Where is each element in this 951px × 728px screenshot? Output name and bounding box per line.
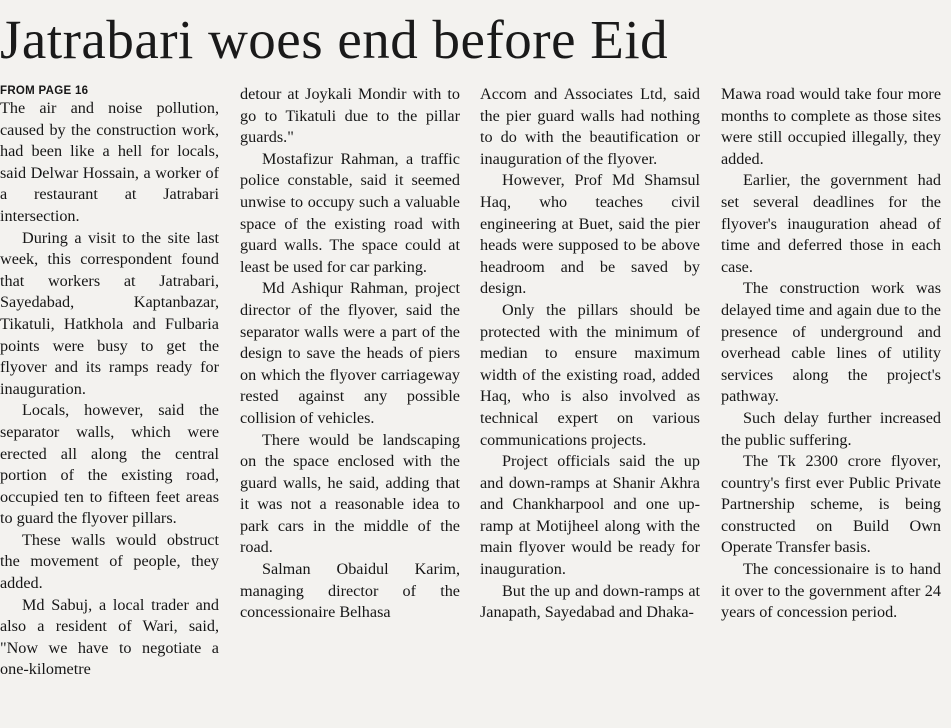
paragraph: The Tk 2300 crore flyover, country's first ever Public Private Partnership scheme, is being constructed on Build Own Operate Transfer basis. xyxy=(721,452,941,557)
paragraph: The construction work was delayed time and again due to the presence of underground and overhead cable lines of utility services along the project's pathway. xyxy=(721,279,941,406)
article-column-2 xyxy=(240,84,460,728)
paragraph: The concessionaire is to hand it over to the government after 24 years of concession period. xyxy=(721,560,941,622)
paragraph: Project officials said the up and down-ramps at Shanir Akhra and Chankharpool and one up-ramp at Motijheel along with the main flyover would be ready for inauguration. xyxy=(480,452,700,579)
continuation-kicker: FROM PAGE 16 xyxy=(0,85,89,97)
headline: Jatrabari woes end before Eid xyxy=(0,9,669,70)
paragraph: Mostafizur Rahman, a traffic police constable, said it seemed unwise to occupy such a valuable space of the existing road with guard walls. The space could at least be used for car parking. xyxy=(240,149,460,276)
paragraph: These walls would obstruct the movement of people, they added. xyxy=(0,530,219,593)
paragraph: During a visit to the site last week, this correspondent found that workers at Jatrabari, Sayedabad, Kaptanbazar, Tikatuli, Hatkhola and Fulbaria points were busy to get the flyover and its ramps ready for inauguration. xyxy=(0,228,219,398)
paragraph: However, Prof Md Shamsul Haq, who teaches civil engineering at Buet, said the pier heads were supposed to be above headroom and be saved by design. xyxy=(480,171,700,298)
paragraph: There would be landscaping on the space enclosed with the guard walls, he said, adding that it was not a reasonable idea to park cars in the middle of the road. xyxy=(240,430,460,557)
paragraph: Md Sabuj, a local trader and also a resident of Wari, said, "Now we have to negotiate a one-kilometre xyxy=(0,595,219,679)
paragraph: Mawa road would take four more months to complete as those sites were still occupied illegally, they added. xyxy=(721,85,941,168)
paragraph: Accom and Associates Ltd, said the pier guard walls had nothing to do with the beautification or inauguration of the flyover. xyxy=(480,85,700,168)
article-column-3 xyxy=(480,84,700,728)
paragraph: Md Ashiqur Rahman, project director of the flyover, said the separator walls were a part of the design to save the heads of piers on which the flyover carriageway rested against any possible collision of vehicles. xyxy=(240,279,460,427)
paragraph: Only the pillars should be protected with the minimum of median to ensure maximum width of the existing road, added Haq, who is also involved as technical expert on various communications projects. xyxy=(480,300,700,449)
paragraph: Locals, however, said the separator walls, which were erected all along the central portion of the existing road, occupied ten to fifteen feet areas to guard the flyover pillars. xyxy=(0,401,219,528)
article-column-1 xyxy=(0,84,219,728)
paragraph: Salman Obaidul Karim, managing director of the concessionaire Belhasa xyxy=(240,560,460,622)
paragraph: Earlier, the government had set several deadlines for the flyover's inauguration ahead of time and deferred those in each case. xyxy=(721,171,941,276)
paragraph: Such delay further increased the public suffering. xyxy=(721,408,941,449)
paragraph: detour at Joykali Mondir with to go to Tikatuli due to the pillar guards." xyxy=(240,85,460,147)
article-column-4 xyxy=(721,84,941,728)
paragraph: But the up and down-ramps at Janapath, Sayedabad and Dhaka- xyxy=(480,581,700,622)
paragraph: The air and noise pollution, caused by the construction work, had been like a hell for locals, said Delwar Hossain, a worker of a restaurant at Jatrabari intersection. xyxy=(0,99,219,225)
